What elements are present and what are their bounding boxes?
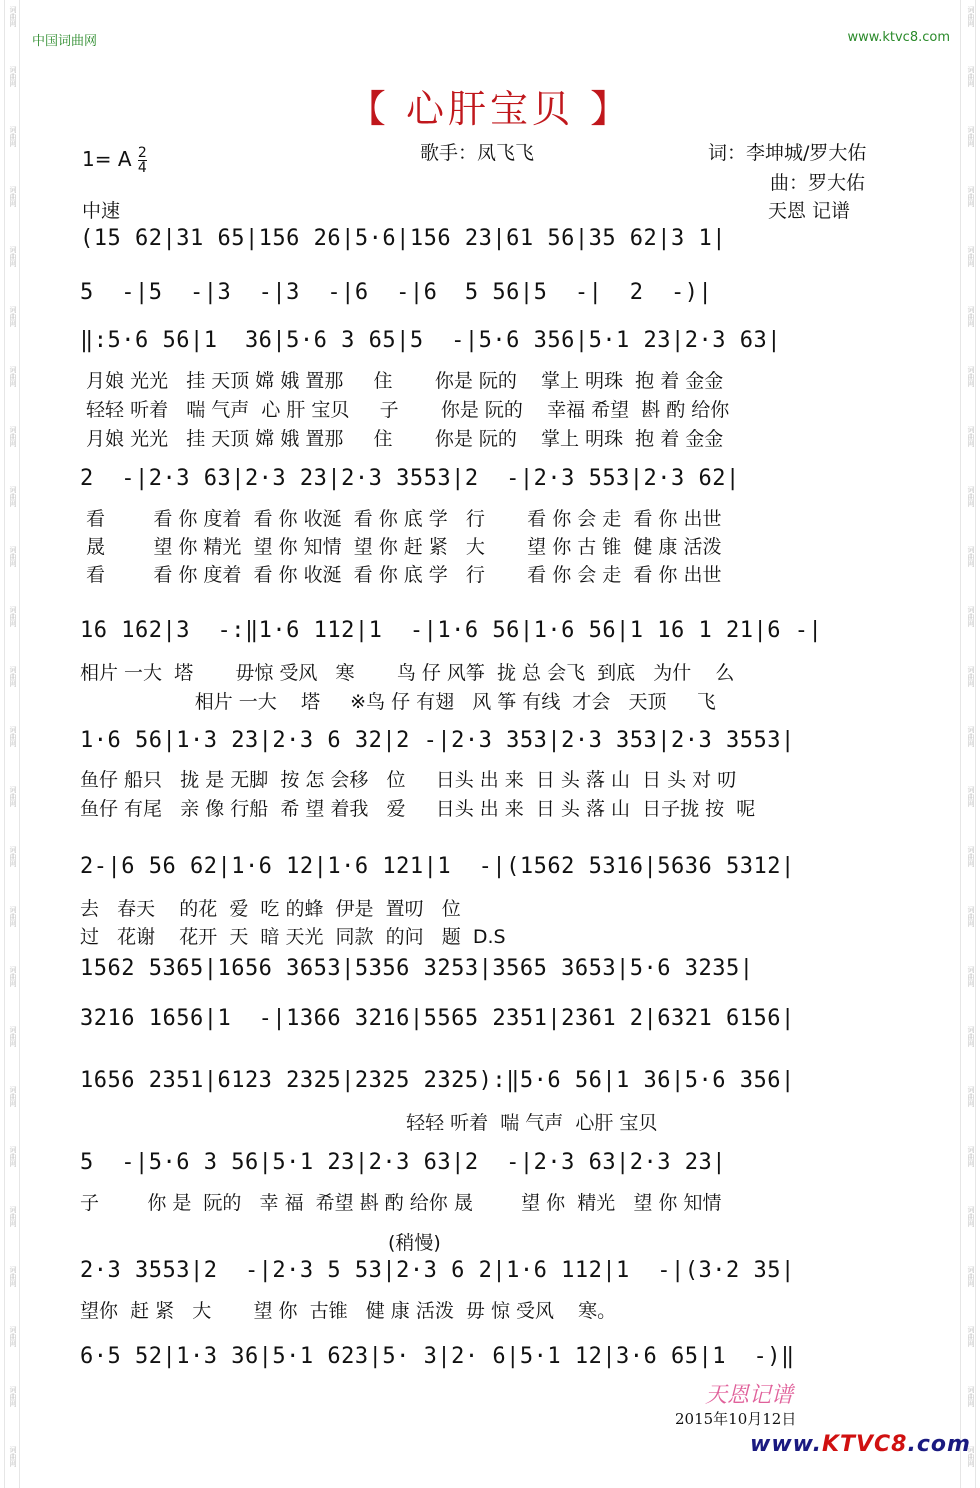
notation-line: 3216 1656|1 -|1366 3216|5565 2351|2361 2|6321 6156| [80, 1006, 795, 1031]
watermark-glyph: 词曲网 [9, 786, 17, 807]
watermark-glyph: 词曲网 [967, 846, 975, 867]
watermark-glyph: 词曲网 [967, 726, 975, 747]
watermark-glyph: 词曲网 [967, 546, 975, 567]
watermark-glyph: 词曲网 [9, 966, 17, 987]
logo-part-b: KTVC8 [821, 1432, 908, 1457]
watermark-glyph: 词曲网 [967, 906, 975, 927]
logo-part-c: .com [907, 1432, 971, 1457]
transcriber: 天恩 记谱 [768, 200, 851, 222]
notation-line: 1562 5365|1656 3653|5356 3253|3565 3653|5·6 3235| [80, 956, 754, 981]
watermark-glyph: 词曲网 [967, 606, 975, 627]
watermark-glyph: 词曲网 [9, 186, 17, 207]
watermark-glyph: 词曲网 [967, 186, 975, 207]
notation-line: 16 162|3 -:‖1·6 112|1 -|1·6 56|1·6 56|1 16 1 21|6 -| [80, 618, 823, 643]
time-signature [138, 146, 147, 175]
watermark-glyph: 词曲网 [9, 6, 17, 27]
site-name-left[interactable]: 中国词曲网 [32, 34, 98, 49]
watermark-glyph: 词曲网 [9, 846, 17, 867]
lyric-line: 月娘 光光 挂 天顶 嫦 娥 置那 住 你是 阮的 掌上 明珠 抱 着 金金 [80, 370, 724, 392]
watermark-glyph: 词曲网 [9, 1026, 17, 1047]
lyricist: 词：李坤城/罗大佑 [708, 142, 867, 164]
composer: 曲：罗大佑 [770, 172, 866, 194]
watermark-glyph: 词曲网 [9, 1266, 17, 1287]
watermark-glyph: 词曲网 [9, 426, 17, 447]
site-url-right[interactable]: www.ktvc8.com [847, 30, 950, 45]
watermark-glyph: 词曲网 [9, 1446, 17, 1467]
watermark-glyph: 词曲网 [967, 246, 975, 267]
notation-line: 5 -|5·6 3 56|5·1 23|2·3 63|2 -|2·3 63|2·3 23| [80, 1150, 727, 1175]
watermark-glyph: 词曲网 [9, 546, 17, 567]
watermark-glyph: 词曲网 [9, 1206, 17, 1227]
lyric-line: 轻轻 听着 喘 气声 心肝 宝贝 [80, 1112, 658, 1134]
logo-part-a: www. [750, 1432, 822, 1457]
lyric-line: 月娘 光光 挂 天顶 嫦 娥 置那 住 你是 阮的 掌上 明珠 抱 着 金金 [80, 428, 724, 450]
watermark-glyph: 词曲网 [967, 1446, 975, 1467]
lyric-line: 鱼仔 船只 拢 是 无脚 按 怎 会移 位 日头 出 来 日 头 落 山 日 头 对 叨 [80, 769, 737, 791]
watermark-glyph: 词曲网 [967, 126, 975, 147]
watermark-glyph: 词曲网 [967, 1086, 975, 1107]
notation-line: (15 62|31 65|156 26|5·6|156 23|61 56|35 62|3 1| [80, 226, 727, 251]
watermark-glyph: 词曲网 [9, 666, 17, 687]
notation-line: 2 -|2·3 63|2·3 23|2·3 3553|2 -|2·3 553|2·3 62| [80, 466, 740, 491]
watermark-glyph: 词曲网 [9, 246, 17, 267]
lyric-line: 相片 一大 塔 毋惊 受风 寒 鸟 仔 风筝 拢 总 会飞 到底 为什 么 [80, 662, 735, 684]
watermark-glyph: 词曲网 [967, 366, 975, 387]
lyric-line: 过 花谢 花开 天 暗 天光 同款 的问 题 D.S [80, 926, 506, 948]
lyric-line: 望你 赶 紧 大 望 你 古锥 健 康 活泼 毋 惊 受风 寒。 [80, 1300, 617, 1322]
notation-line: 1·6 56|1·3 23|2·3 6 32|2 -|2·3 353|2·3 353|2·3 3553| [80, 728, 795, 753]
key-label: 1= A [82, 147, 132, 171]
lyric-line: (稍慢) [80, 1232, 441, 1254]
lyric-line: 去 春天 的花 爱 吃 的蜂 伊是 置叨 位 [80, 898, 461, 920]
watermark-glyph: 词曲网 [967, 6, 975, 27]
song-title: 【 心肝宝贝 】 [347, 87, 633, 131]
watermark-glyph: 词曲网 [967, 1026, 975, 1047]
time-denominator: 4 [137, 160, 147, 176]
watermark-glyph: 词曲网 [967, 1386, 975, 1407]
tempo-marking: 中速 [82, 200, 121, 222]
watermark-glyph: 词曲网 [9, 906, 17, 927]
lyric-line: 看 看 你 度着 看 你 收涎 看 你 底 学 行 看 你 会 走 看 你 出世 [80, 508, 722, 530]
lyric-line: 晟 望 你 精光 望 你 知情 望 你 赶 紧 大 望 你 古 锥 健 康 活泼 [80, 536, 722, 558]
watermark-glyph: 词曲网 [9, 1386, 17, 1407]
watermark-glyph: 词曲网 [9, 126, 17, 147]
transcriber-signature: 天恩记谱 [705, 1383, 794, 1408]
singer: 歌手：凤飞飞 [420, 142, 535, 164]
watermark-glyph: 词曲网 [967, 666, 975, 687]
watermark-glyph: 词曲网 [967, 1326, 975, 1347]
watermark-glyph: 词曲网 [9, 66, 17, 87]
watermark-glyph: 词曲网 [967, 66, 975, 87]
notation-line: 2·3 3553|2 -|2·3 5 53|2·3 6 2|1·6 112|1 -|(3·2 35| [80, 1258, 795, 1283]
watermark-glyph: 词曲网 [9, 726, 17, 747]
watermark-glyph: 词曲网 [967, 966, 975, 987]
watermark-glyph: 词曲网 [967, 1206, 975, 1227]
lyric-line: 相片 一大 塔 ※鸟 仔 有翅 风 筝 有线 才会 天顶 飞 [80, 691, 716, 713]
watermark-glyph: 词曲网 [9, 1086, 17, 1107]
watermark-glyph: 词曲网 [967, 426, 975, 447]
watermark-glyph: 词曲网 [967, 1146, 975, 1167]
key-signature [82, 146, 147, 175]
watermark-glyph: 词曲网 [9, 366, 17, 387]
transcription-date: 2015年10月12日 [675, 1410, 797, 1428]
lyric-line: 鱼仔 有尾 亲 像 行船 希 望 着我 爱 日头 出 来 日 头 落 山 日子拢 按 呢 [80, 798, 756, 820]
notation-line: 6·5 52|1·3 36|5·1 623|5· 3|2· 6|5·1 12|3·6 65|1 -)‖ [80, 1344, 795, 1369]
notation-line: 2-|6 56 62|1·6 12|1·6 121|1 -|(1562 5316|5636 5312| [80, 854, 795, 879]
watermark-glyph: 词曲网 [9, 606, 17, 627]
notation-line: ‖:5·6 56|1 36|5·6 3 65|5 -|5·6 356|5·1 23|2·3 63| [80, 328, 782, 353]
watermark-glyph: 词曲网 [9, 1146, 17, 1167]
notation-line: 5 -|5 -|3 -|3 -|6 -|6 5 56|5 -| 2 -)| [80, 280, 713, 305]
lyric-line: 看 看 你 度着 看 你 收涎 看 你 底 学 行 看 你 会 走 看 你 出世 [80, 564, 722, 586]
watermark-glyph: 词曲网 [967, 786, 975, 807]
watermark-glyph: 词曲网 [967, 306, 975, 327]
time-numerator: 2 [137, 145, 147, 161]
footer-logo[interactable] [750, 1432, 971, 1457]
lyric-line: 子 你 是 阮的 幸 福 希望 斟 酌 给你 晟 望 你 精光 望 你 知情 [80, 1192, 722, 1214]
notation-line: 1656 2351|6123 2325|2325 2325):‖5·6 56|1 36|5·6 356| [80, 1068, 795, 1093]
watermark-glyph: 词曲网 [967, 486, 975, 507]
watermark-glyph: 词曲网 [9, 306, 17, 327]
watermark-glyph: 词曲网 [967, 1266, 975, 1287]
watermark-glyph: 词曲网 [9, 1326, 17, 1347]
lyric-line: 轻轻 听着 喘 气声 心 肝 宝贝 子 你是 阮的 幸福 希望 斟 酌 给你 [80, 399, 730, 421]
watermark-glyph: 词曲网 [9, 486, 17, 507]
